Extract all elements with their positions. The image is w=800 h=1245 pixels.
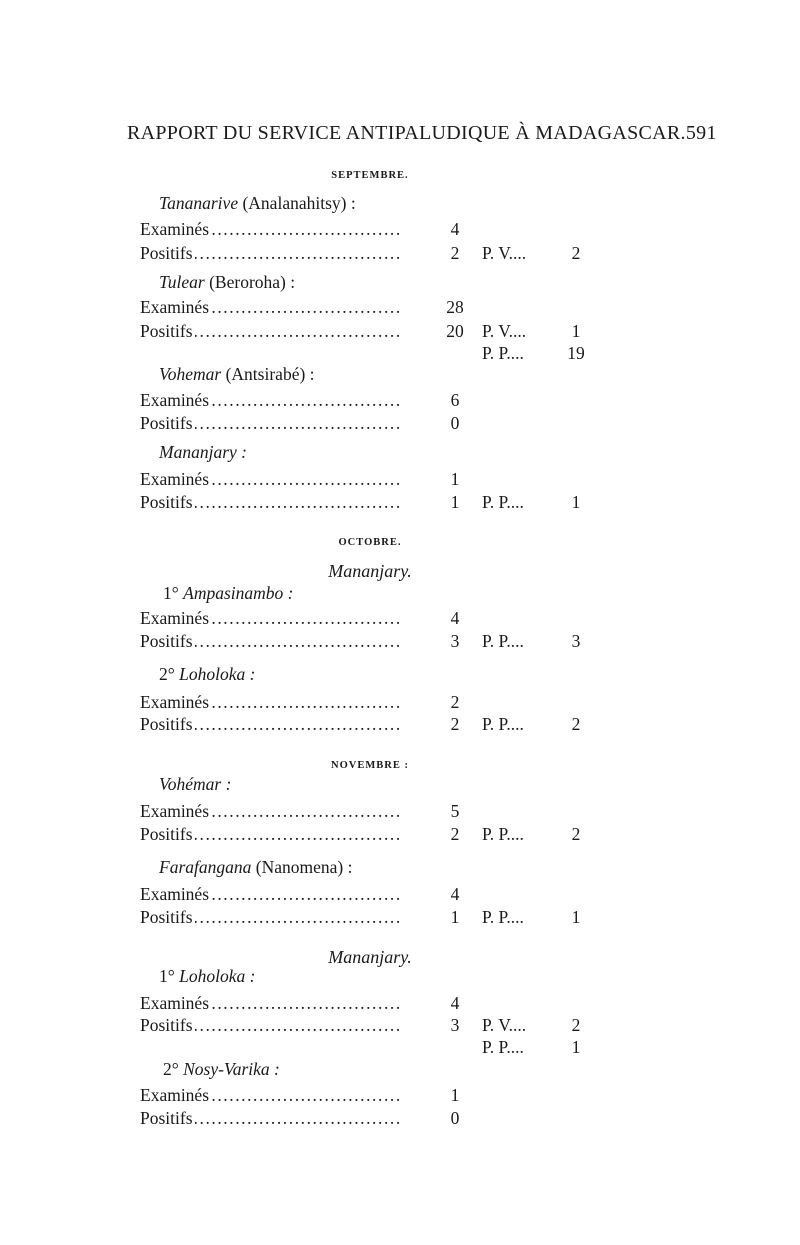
location-name: Mananjary :	[159, 442, 247, 462]
location-detail: (Nanomena) :	[255, 857, 353, 877]
row-label: Examinés	[140, 692, 210, 712]
row-value: 4	[450, 219, 460, 239]
data-row	[0, 219, 800, 243]
parasite-count: 1	[571, 492, 581, 512]
location-name: Tulear	[159, 272, 205, 292]
location-heading	[159, 364, 315, 385]
location-name: Farafangana	[159, 857, 252, 877]
row-label: Positifs	[140, 321, 193, 341]
parasite-label: P. P....	[482, 631, 524, 651]
data-row	[0, 1015, 800, 1039]
parasite-label: P. V....	[482, 1015, 527, 1035]
row-value: 4	[450, 884, 460, 904]
row-label: Examinés	[140, 469, 210, 489]
row-value: 4	[450, 993, 460, 1013]
data-row	[0, 907, 800, 931]
data-row	[0, 321, 800, 345]
parasite-label: P. V....	[482, 321, 527, 341]
parasite-count: 19	[567, 343, 585, 363]
data-row	[0, 243, 800, 267]
parasite-count: 2	[571, 1015, 581, 1035]
row-label: Positifs	[140, 631, 193, 651]
row-label: Examinés	[140, 297, 210, 317]
parasite-label: P. P....	[482, 907, 524, 927]
location-detail: (Antsirabé) :	[225, 364, 315, 384]
parasite-label: P. P....	[482, 824, 524, 844]
location-name: Loholoka :	[179, 966, 256, 986]
row-value: 6	[450, 390, 460, 410]
location-prefix: 1°	[163, 583, 179, 603]
parasite-label: P. P....	[482, 492, 524, 512]
data-row	[0, 390, 800, 414]
row-label: Positifs	[140, 824, 193, 844]
parasite-count: 1	[571, 1037, 581, 1057]
parasite-count: 1	[571, 907, 581, 927]
row-label: Positifs	[140, 714, 193, 734]
place-heading: Mananjary.	[328, 947, 412, 967]
parasite-count: 3	[571, 631, 581, 651]
row-label: Examinés	[140, 390, 210, 410]
data-row	[0, 608, 800, 632]
row-value: 20	[446, 321, 464, 341]
row-value: 0	[450, 413, 460, 433]
row-value: 5	[450, 801, 460, 821]
parasite-count: 2	[571, 824, 581, 844]
location-name: Loholoka :	[179, 664, 256, 684]
data-row	[0, 413, 800, 437]
data-row	[0, 1037, 800, 1061]
row-label: Examinés	[140, 993, 210, 1013]
location-prefix: 2°	[163, 1059, 179, 1079]
parasite-label: P. V....	[482, 243, 527, 263]
row-value: 1	[450, 492, 460, 512]
month-heading-septembre: SEPTEMBRE.	[331, 170, 409, 181]
row-value: 1	[450, 469, 460, 489]
row-value: 3	[450, 1015, 460, 1035]
data-row	[0, 1085, 800, 1109]
row-value: 4	[450, 608, 460, 628]
row-label: Examinés	[140, 801, 210, 821]
location-name: Nosy-Varika :	[183, 1059, 280, 1079]
location-detail: (Analanahitsy) :	[242, 193, 356, 213]
place-heading: Mananjary.	[328, 561, 412, 581]
data-row	[0, 1108, 800, 1132]
month-heading-octobre: OCTOBRE.	[338, 537, 402, 548]
location-prefix: 1°	[159, 966, 175, 986]
row-label: Positifs	[140, 492, 193, 512]
location-heading	[159, 774, 231, 795]
row-value: 2	[450, 714, 460, 734]
location-name: Ampasinambo :	[183, 583, 294, 603]
data-row	[0, 884, 800, 908]
row-label: Positifs	[140, 1108, 193, 1128]
location-detail: (Beroroha) :	[209, 272, 296, 292]
parasite-label: P. P....	[482, 714, 524, 734]
data-row	[0, 469, 800, 493]
row-label: Positifs	[140, 413, 193, 433]
row-value: 1	[450, 1085, 460, 1105]
row-label: Examinés	[140, 1085, 210, 1105]
data-row	[0, 343, 800, 367]
parasite-count: 1	[571, 321, 581, 341]
row-label: Positifs	[140, 907, 193, 927]
location-heading	[159, 193, 356, 214]
location-prefix: 2°	[159, 664, 175, 684]
row-value: 1	[450, 907, 460, 927]
row-label: Examinés	[140, 219, 210, 239]
row-label: Examinés	[140, 884, 210, 904]
parasite-label: P. P....	[482, 1037, 524, 1057]
location-heading	[163, 1059, 280, 1080]
location-heading	[159, 272, 295, 293]
row-value: 3	[450, 631, 460, 651]
data-row	[0, 631, 800, 655]
data-row	[0, 824, 800, 848]
data-row	[0, 692, 800, 716]
location-name: Tananarive	[159, 193, 239, 213]
running-header	[127, 122, 717, 145]
page-number: 591	[685, 122, 717, 144]
data-row	[0, 714, 800, 738]
row-value: 28	[446, 297, 464, 317]
row-label: Examinés	[140, 608, 210, 628]
row-value: 2	[450, 243, 460, 263]
header-title: RAPPORT DU SERVICE ANTIPALUDIQUE À MADAGASCAR.	[127, 122, 686, 144]
data-row	[0, 801, 800, 825]
row-value: 0	[450, 1108, 460, 1128]
location-heading	[163, 583, 293, 604]
location-heading	[159, 664, 255, 685]
location-heading	[159, 442, 247, 463]
parasite-label: P. P....	[482, 343, 524, 363]
row-label: Positifs	[140, 243, 193, 263]
data-row	[0, 993, 800, 1017]
data-row	[0, 297, 800, 321]
location-heading	[159, 857, 352, 878]
parasite-count: 2	[571, 243, 581, 263]
row-value: 2	[450, 692, 460, 712]
row-value: 2	[450, 824, 460, 844]
data-row	[0, 492, 800, 516]
location-heading	[159, 966, 255, 987]
row-label: Positifs	[140, 1015, 193, 1035]
parasite-count: 2	[571, 714, 581, 734]
location-name: Vohémar :	[159, 774, 232, 794]
location-name: Vohemar	[159, 364, 222, 384]
month-heading-novembre: NOVEMBRE :	[331, 760, 409, 771]
